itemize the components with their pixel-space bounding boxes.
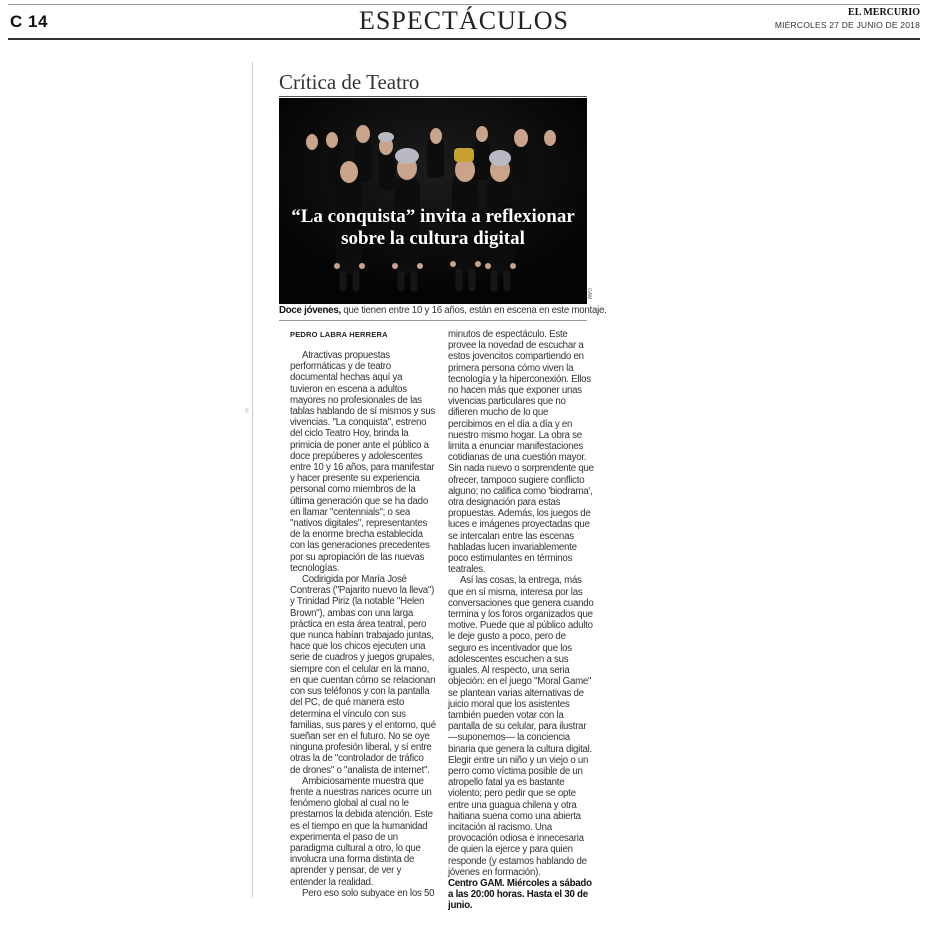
article-headline — [279, 206, 587, 250]
photo-caption — [279, 305, 607, 317]
headline-line-2: sobre la cultura digital — [341, 228, 525, 249]
header-top-rule — [8, 4, 920, 5]
newspaper-name: EL MERCURIO — [848, 7, 920, 18]
paragraph: Atractivas propuestas performáticas y de teatro documental hechas aquí ya tuvieron en escena a adultos mayores no profesionales de las tablas hablando de sí mismos y sus vivencias. "La conquista", estreno del ciclo Teatro Hoy, brinda la primicia de poner ante el público a doce prepúberes y adolescentes entre 10 y 16 años, para manifestar y hacer presente su experiencia personal como miembros de la última generación que se ha dado en llamar "centennials"; o sea "nativos digitales", representantes de la enorme brecha establecida con las generaciones precedentes por su apropiación de las nuevas tecnologías. — [290, 350, 435, 574]
kicker-rule — [279, 96, 587, 97]
margin-mark: ||||| — [245, 408, 250, 414]
article-column-2 — [448, 329, 594, 912]
caption-text: que tienen entre 10 y 16 años, están en escena en este montaje. — [340, 305, 607, 316]
paragraph: Codirigida por María José Contreras ("Pajarito nuevo la lleva") y Trinidad Piriz (la notable "Helen Brown"), ambas con una larga práctica en esta área teatral, pero que nunca habían trabajado juntas, hace que los chicos ejecuten una serie de cuadros y juegos grupales, siempre con el celular en la mano, en que cuentan cómo se relacionan con sus teléfonos y con la pantalla del PC, de qué manera esto determina el vínculo con sus familias, sus pares y el entorno, qué sueñan ser en el futuro. No se oye ninguna profesión liberal, y sí entre otras la de "controlador de tráfico de drones" o "analista de internet". — [290, 574, 436, 776]
caption-lead: Doce jóvenes, — [279, 305, 341, 316]
venue-info: Centro GAM. Miércoles a sábado a las 20:00 horas. Hasta el 30 de junio. — [448, 877, 592, 912]
paragraph: Así las cosas, la entrega, más que en sí misma, interesa por las conversaciones que genera cuando termina y los foros organizados que motive. Puede que al público adulto le deje gusto a poco, pero de seguro es incentivador que los adolescentes escuchen a sus iguales. Al respecto, una seria objeción: en el juego "Moral Game" se plantean varias alternativas de juicio moral que los asistentes también pueden votar con la pantalla de su celular, para ilustrar —suponemos— la conciencia binaria que genera la cultura digital. Elegir entre un niño y un viejo o un perro como víctima posible de un atropello fatal ya es bastante violento; pero pedir que se opte entre una guagua chilena y otra haitiana suena como una abierta incitación al racismo. Una provocación odiosa e innecesaria de quien la ejerce y para quien responde (y estamos hablando de jóvenes en formación). — [448, 575, 594, 878]
page-number: C 14 — [10, 12, 48, 31]
caption-rule — [279, 320, 587, 321]
article-photo — [279, 98, 587, 304]
issue-date: MIÉRCOLES 27 DE JUNIO DE 2018 — [774, 20, 920, 30]
paragraph: Pero eso solo subyace en los 50 — [302, 887, 435, 899]
photo-credit: GAM — [586, 288, 592, 300]
column-divider — [252, 62, 253, 897]
headline-line-1: “La conquista” invita a reflexionar — [291, 206, 575, 227]
header-bottom-rule — [8, 38, 920, 40]
page-header — [8, 4, 920, 40]
article-column-1 — [290, 350, 436, 899]
photo-illustration — [279, 98, 587, 304]
paragraph: Ambiciosamente muestra que frente a nuestras narices ocurre un fenómeno global al cual no le prestamos la debida atención. Este es el tiempo en que la humanidad experimenta el paso de un paradigma cultural a otro, lo que involucra una forma distinta de aprender y pensar, de ver y entender la realidad. — [290, 775, 433, 888]
byline: PEDRO LABRA HERRERA — [290, 330, 388, 339]
paragraph: minutos de espectáculo. Este provee la novedad de escuchar a estos jovencitos compartiendo en primera persona cómo viven la tecnología y la hiperconexión. Ellos no hacen más que exponer unas vivencias particulares que no difieren mucho de lo que percibimos en el día a día y en nuestro mismo hogar. La obra se limita a enunciar manifestaciones cotidianas de una cuestión mayor. Sin nada nuevo o sorprendente que ofrecer, tampoco sugiere conflicto alguno; no califica como 'biodrama', otra designación para estas propuestas. Además, los juegos de luces e imágenes proyectadas que se intercalan entre las escenas habladas lucen invariablemente poco estimulantes en términos teatrales. — [448, 329, 594, 576]
article-kicker: Crítica de Teatro — [279, 70, 420, 94]
section-title: ESPECTÁCULOS — [359, 6, 569, 35]
